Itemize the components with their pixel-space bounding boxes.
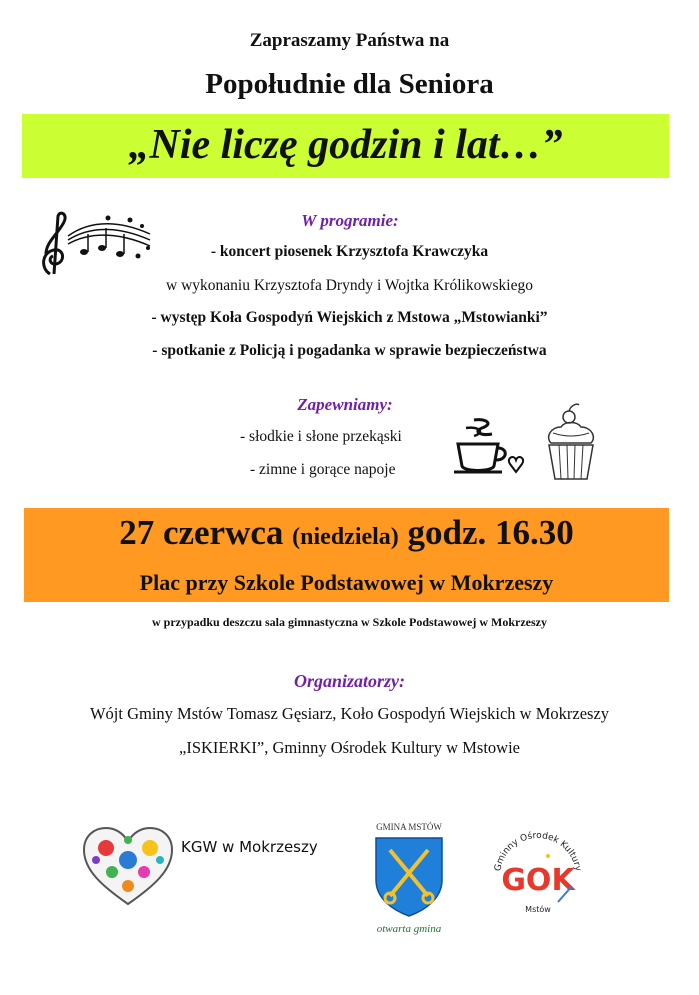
coffee-cup-icon [452, 414, 526, 480]
gmina-top-label: GMINA MSTÓW [376, 822, 442, 832]
snacks-item-drinks: - zimne i gorące napoje [250, 461, 396, 478]
program-item-performers: w wykonaniu Krzysztofa Dryndy i Wojtka Królikowskiego [166, 277, 533, 294]
program-item-police: - spotkanie z Policją i pogadanka w sprawie bezpieczeństwa [152, 342, 547, 359]
event-date-time [24, 513, 669, 553]
program-item-kgw: - występ Koła Gospodyń Wiejskich z Mstowa „Mstowianki” [151, 309, 548, 326]
gmina-mstow-crest [366, 818, 452, 938]
rain-note: w przypadku deszczu sala gimnastyczna w Szkole Podstawowej w Mokrzeszy [152, 615, 547, 629]
gok-bottom-label: Mstów [525, 905, 551, 914]
event-weekday: (niedziela) [292, 524, 399, 550]
intro-text: Zapraszamy Państwa na [249, 30, 450, 51]
poster-title: Popołudnie dla Seniora [205, 68, 494, 100]
snacks-item-food: - słodkie i słone przekąski [240, 428, 402, 445]
organizers-heading: Organizatorzy: [293, 671, 405, 691]
program-item-concert: - koncert piosenek Krzysztofa Krawczyka [210, 243, 489, 260]
gok-letters: GOK [501, 863, 575, 898]
event-date: 27 czerwca [119, 513, 284, 552]
motto-text: „Nie liczę godzin i lat…” [128, 122, 563, 168]
organizers-line-2: „ISKIERKI”, Gminny Ośrodek Kultury w Mstowie [179, 738, 520, 757]
kgw-heart-logo [82, 826, 174, 906]
kgw-label: KGW w Mokrzeszy [181, 838, 318, 856]
organizers-line-1: Wójt Gminy Mstów Tomasz Gęsiarz, Koło Gospodyń Wiejskich w Mokrzeszy [89, 704, 610, 723]
snacks-heading: Zapewniamy: [297, 395, 393, 414]
event-time: godz. 16.30 [407, 513, 574, 552]
gmina-slogan: otwarta gmina [376, 923, 442, 935]
gok-logo [488, 826, 588, 922]
cupcake-icon [543, 403, 599, 483]
gok-arc-text: Gminny Ośrodek Kultury [493, 830, 583, 873]
event-place: Plac przy Szkole Podstawowej w Mokrzeszy [139, 570, 554, 595]
program-heading: W programie: [301, 211, 399, 230]
